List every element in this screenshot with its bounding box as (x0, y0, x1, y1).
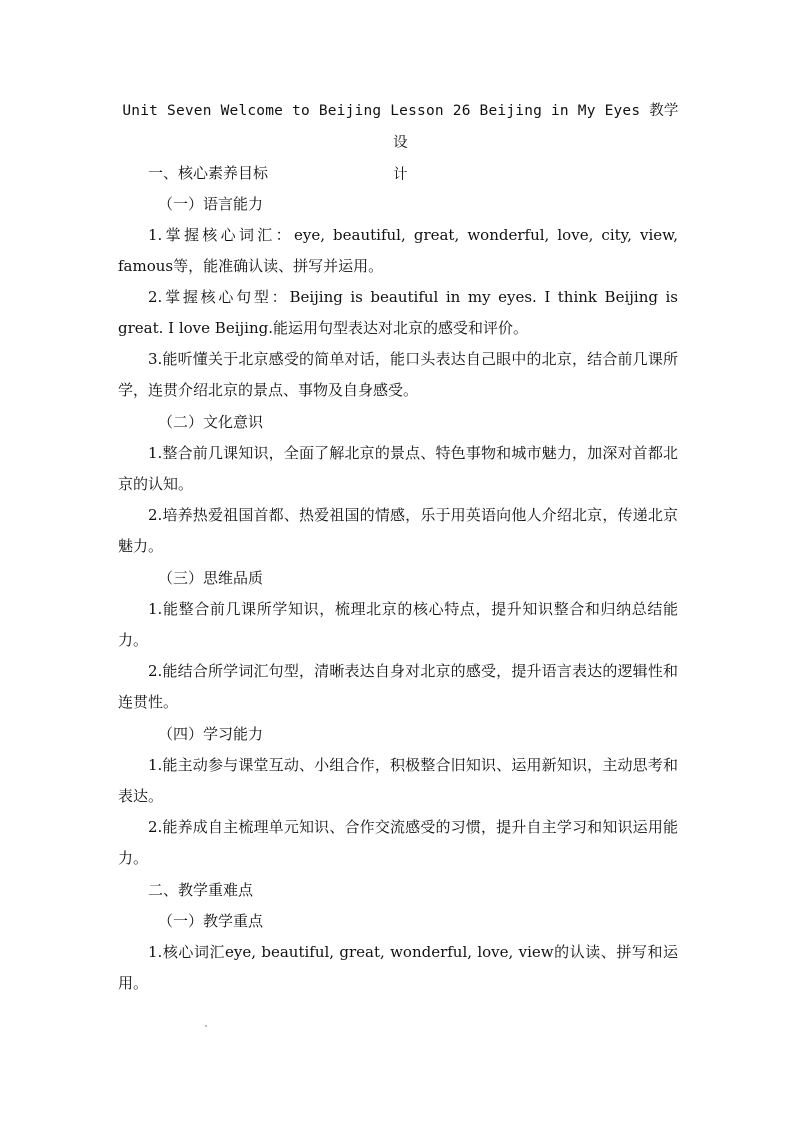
section-1-sub-2-heading: （二）文化意识 (158, 413, 264, 431)
section-1-sub-3-heading: （三）思维品质 (158, 569, 264, 587)
section-2-sub-1-paragraph-1: 1.核心词汇eye, beautiful, great, wonderful, love, view的认读、拼写和运用。 (118, 943, 678, 992)
section-1-sub-1-heading: （一）语言能力 (158, 195, 264, 213)
section-1-sub-3-paragraph-1: 1.能整合前几课所学知识，梳理北京的核心特点，提升知识整合和归纳总结能力。 (118, 600, 678, 649)
section-1-sub-2-paragraph-2: 2.培养热爱祖国首都、热爱祖国的情感，乐于用英语向他人介绍北京，传递北京魅力。 (118, 506, 678, 555)
section-1-sub-3-paragraph-2: 2.能结合所学词汇句型，清晰表达自身对北京的感受，提升语言表达的逻辑性和连贯性。 (118, 662, 678, 711)
document-title-line-2: 计 (393, 167, 408, 183)
scan-speck (205, 1025, 207, 1027)
section-2-sub-1-heading: （一）教学重点 (158, 912, 264, 930)
section-1-sub-1-paragraph-3: 3.能听懂关于北京感受的简单对话，能口头表达自己眼中的北京，结合前几课所学，连贯介绍北京的景点、事物及自身感受。 (118, 350, 678, 399)
section-1-sub-4-paragraph-1: 1.能主动参与课堂互动、小组合作，积极整合旧知识、运用新知识，主动思考和表达。 (118, 756, 678, 805)
section-1-heading: 一、核心素养目标 (148, 164, 269, 182)
document-title-line-1: Unit Seven Welcome to Beijing Lesson 26 Beijing in My Eyes 教学设 (122, 103, 679, 151)
section-1-sub-4-paragraph-2: 2.能养成自主梳理单元知识、合作交流感受的习惯，提升自主学习和知识运用能力。 (118, 818, 678, 867)
section-1-sub-1-paragraph-1: 1.掌握核心词汇：eye, beautiful, great, wonderful, love, city, view, famous等，能准确认读、拼写并运用。 (118, 226, 678, 275)
section-1-sub-1-paragraph-2: 2.掌握核心句型：Beijing is beautiful in my eyes. I think Beijing is great. I love Beijing.能运用句型表达对北京的感受和评价。 (118, 288, 678, 337)
section-1-sub-2-paragraph-1: 1.整合前几课知识，全面了解北京的景点、特色事物和城市魅力，加深对首都北京的认知。 (118, 444, 678, 493)
section-2-heading: 二、教学重难点 (148, 881, 254, 899)
section-1-sub-4-heading: （四）学习能力 (158, 725, 264, 743)
